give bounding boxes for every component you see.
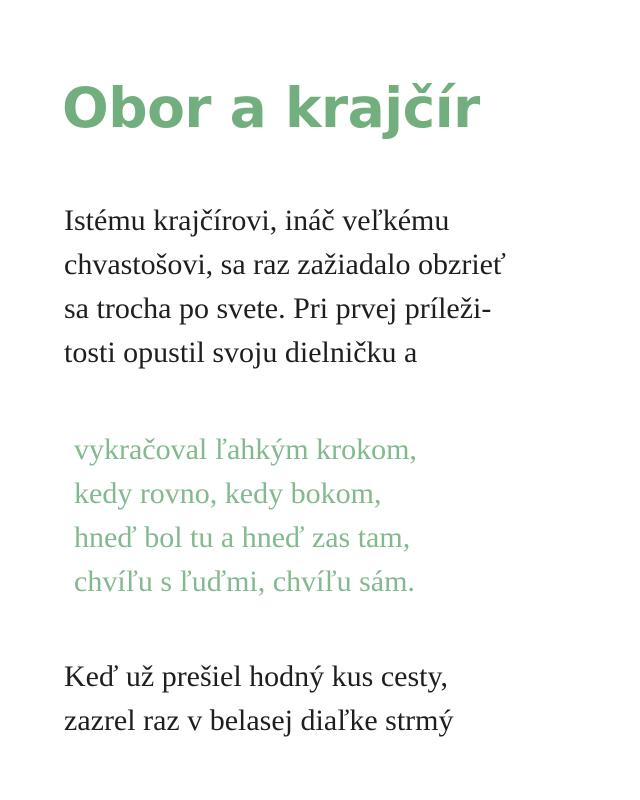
paragraph-line: Istému krajčírovi, ináč veľkému bbox=[64, 204, 450, 237]
paragraph-line: zazrel raz v belasej diaľke strmý bbox=[64, 704, 454, 737]
intro-paragraph bbox=[64, 199, 506, 375]
verse-line: chvíľu s ľuďmi, chvíľu sám. bbox=[74, 565, 415, 598]
verse-line: vykračoval ľahkým krokom, bbox=[74, 433, 417, 466]
verse-line: kedy rovno, kedy bokom, bbox=[74, 477, 382, 510]
continuation-paragraph bbox=[64, 655, 454, 743]
verse-stanza bbox=[74, 428, 417, 604]
paragraph-line: sa trocha po svete. Pri prvej príleži- bbox=[64, 292, 492, 325]
paragraph-line: tosti opustil svoju dielničku a bbox=[64, 336, 418, 369]
paragraph-line: Keď už prešiel hodný kus cesty, bbox=[64, 660, 449, 693]
page-title: Obor a krajčír bbox=[62, 76, 480, 140]
verse-line: hneď bol tu a hneď zas tam, bbox=[74, 521, 411, 554]
paragraph-line: chvastošovi, sa raz zažiadalo obzrieť bbox=[64, 248, 506, 281]
